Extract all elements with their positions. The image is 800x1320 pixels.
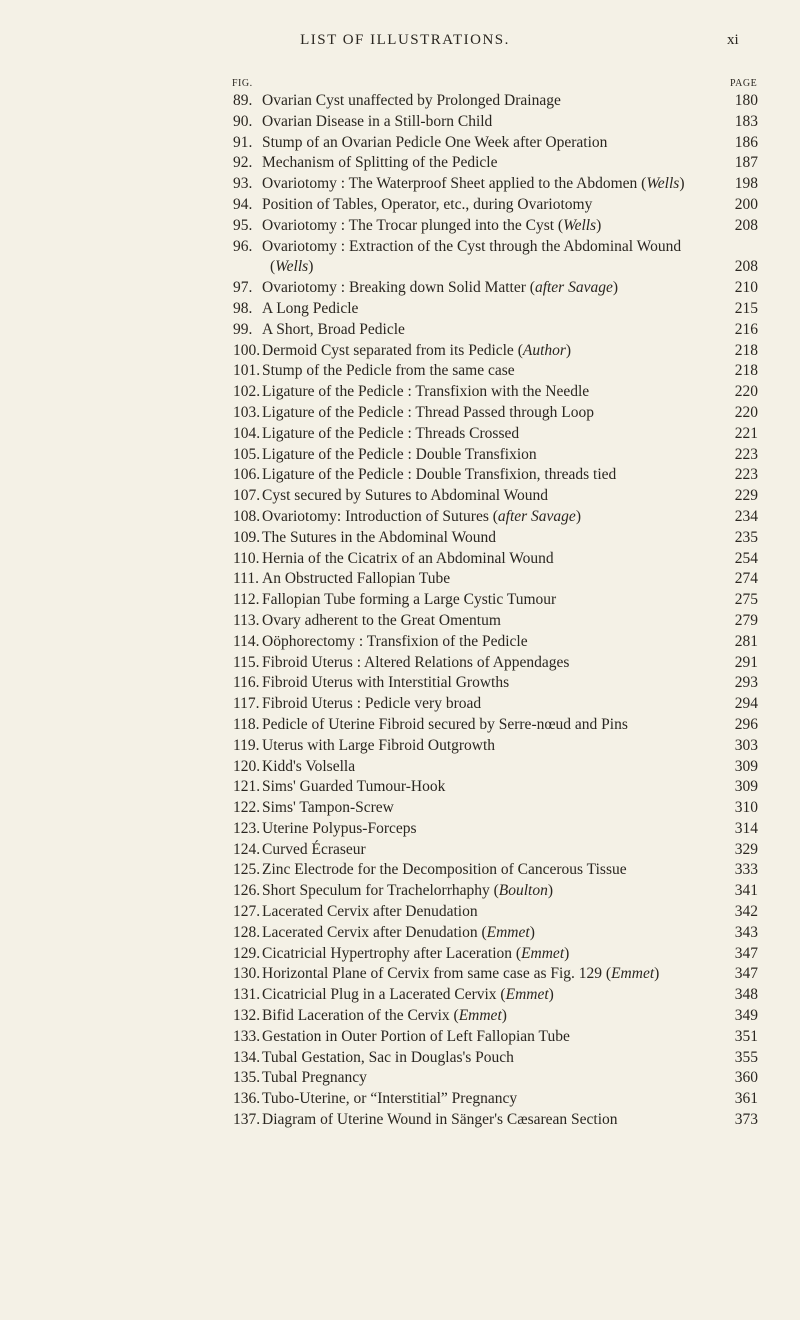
figure-number: 99. (233, 320, 253, 338)
page-ref: 294 (734, 695, 758, 713)
list-item (0, 133, 800, 154)
page-ref: 310 (734, 799, 758, 817)
list-item (0, 278, 800, 299)
figure-title: Ovariotomy : The Waterproof Sheet applied to the Abdomen (Wells) (262, 175, 685, 193)
figure-number: 116. (233, 674, 260, 692)
list-item (0, 694, 800, 715)
page-header (0, 0, 800, 48)
running-title: LIST OF ILLUSTRATIONS. (300, 32, 510, 48)
figure-title: Kidd's Volsella (262, 757, 356, 775)
figure-title: Ovariotomy: Introduction of Sutures (after Savage) (262, 507, 581, 525)
page-ref: 309 (734, 778, 758, 796)
page-number: xi (727, 32, 739, 48)
figure-title: Ligature of the Pedicle : Double Transfixion (262, 445, 537, 463)
list-item (0, 403, 800, 424)
figure-title: Ovariotomy : Breaking down Solid Matter (after Savage) (262, 279, 619, 297)
figure-number: 134. (233, 1048, 261, 1066)
list-item (0, 569, 800, 590)
page-ref: 220 (734, 383, 758, 401)
list-item (0, 798, 800, 819)
list-item (0, 819, 800, 840)
figure-number: 115. (233, 653, 260, 671)
page-ref: 296 (734, 715, 758, 733)
figure-title: Fibroid Uterus with Interstitial Growths (262, 674, 510, 692)
figure-number: 103. (233, 403, 261, 421)
figure-title: Bifid Laceration of the Cervix (Emmet) (262, 1007, 507, 1025)
list-item (0, 777, 800, 798)
figure-number: 89. (233, 92, 253, 109)
page-ref: 186 (734, 133, 758, 151)
list-item (0, 465, 800, 486)
figure-title: Ovarian Disease in a Still-born Child (262, 112, 493, 130)
list-item (0, 299, 800, 320)
page-ref: 291 (734, 653, 758, 671)
figure-title: Ligature of the Pedicle : Thread Passed through Loop (262, 403, 595, 421)
page-ref: 348 (734, 986, 758, 1004)
list-item (0, 445, 800, 466)
list-item (0, 1068, 800, 1089)
page-ref: 216 (734, 320, 758, 338)
figure-title: Gestation in Outer Portion of Left Fallopian Tube (262, 1027, 570, 1045)
figure-title: Stump of the Pedicle from the same case (262, 362, 515, 380)
list-item (0, 715, 800, 736)
figure-title: Ovarian Cyst unaffected by Prolonged Drainage (262, 92, 561, 109)
page-ref: 254 (734, 549, 758, 567)
figure-number: 100. (233, 341, 261, 359)
list-item (0, 840, 800, 861)
figure-number: 101. (233, 362, 261, 380)
page-ref: 373 (734, 1111, 758, 1129)
figure-title: Zinc Electrode for the Decomposition of Cancerous Tissue (262, 861, 627, 879)
figure-title: Tubo-Uterine, or “Interstitial” Pregnancy (262, 1090, 518, 1108)
figure-title: Ligature of the Pedicle : Transfixion with the Needle (262, 383, 590, 401)
page-ref: 279 (734, 611, 758, 629)
figure-title: Fibroid Uterus : Pedicle very broad (262, 695, 482, 713)
figure-title: Pedicle of Uterine Fibroid secured by Serre-nœud and Pins (262, 715, 628, 733)
figure-title: Sims' Tampon-Screw (262, 799, 394, 817)
figure-number: 136. (233, 1090, 261, 1108)
list-item (0, 985, 800, 1006)
page-ref: 180 (734, 92, 758, 109)
figure-number: 98. (233, 299, 253, 317)
list-item (0, 320, 800, 341)
list-item (0, 1006, 800, 1027)
figure-title: Position of Tables, Operator, etc., during Ovariotomy (262, 195, 593, 213)
list-item (0, 91, 800, 112)
figure-title: Cyst secured by Sutures to Abdominal Wound (262, 487, 549, 505)
list-item (0, 528, 800, 549)
list-item (0, 1110, 800, 1131)
figure-title: Ligature of the Pedicle : Threads Crossed (262, 424, 520, 442)
figure-title: Hernia of the Cicatrix of an Abdominal Wound (262, 549, 554, 567)
figure-title: Tubal Pregnancy (262, 1069, 367, 1087)
figure-number: 123. (233, 819, 261, 837)
page-ref: 198 (734, 175, 758, 193)
figure-number: 126. (233, 882, 261, 900)
figure-title: Diagram of Uterine Wound in Sänger's Cæsarean Section (262, 1111, 618, 1129)
list-item (0, 632, 800, 653)
figure-number: 109. (233, 528, 261, 546)
list-item (0, 174, 800, 195)
page-ref: 349 (734, 1007, 758, 1025)
figure-number: 92. (233, 154, 253, 172)
figure-number: 129. (233, 944, 261, 962)
list-item (0, 237, 800, 258)
page-ref: 293 (734, 674, 758, 692)
list-item (0, 923, 800, 944)
page-ref: 215 (734, 299, 758, 317)
page-ref: 314 (734, 819, 758, 837)
list-item (0, 507, 800, 528)
page-ref: 235 (734, 528, 758, 546)
list-item (0, 590, 800, 611)
figure-number: 110. (233, 549, 260, 567)
figure-number: 106. (233, 466, 261, 484)
figure-number: 133. (233, 1027, 261, 1045)
page-ref: 347 (734, 965, 758, 983)
figure-number: 102. (233, 383, 261, 401)
list-item (0, 257, 800, 278)
page-ref: 343 (734, 923, 758, 941)
figure-title: Oöphorectomy : Transfixion of the Pedicle (262, 632, 528, 650)
figure-title: A Short, Broad Pedicle (262, 320, 405, 338)
figure-number: 93. (233, 175, 253, 193)
figure-number: 94. (233, 195, 253, 213)
figure-number: 131. (233, 986, 261, 1004)
list-item (0, 361, 800, 382)
figure-title: Uterus with Large Fibroid Outgrowth (262, 736, 496, 754)
page-ref: 234 (734, 507, 758, 525)
page-ref: 303 (734, 736, 758, 754)
page-ref: 210 (734, 279, 758, 297)
figure-title: Sims' Guarded Tumour-Hook (262, 778, 446, 796)
list-item (0, 902, 800, 923)
figure-title: A Long Pedicle (262, 299, 359, 317)
page-ref: 220 (734, 403, 758, 421)
page-ref: 208 (734, 216, 758, 234)
figure-title: (Wells) (270, 258, 314, 276)
figure-title: Uterine Polypus-Forceps (262, 819, 417, 837)
list-item (0, 964, 800, 985)
list-item (0, 216, 800, 237)
figure-number: 96. (233, 237, 253, 255)
list-item (0, 153, 800, 174)
figure-number: 125. (233, 861, 261, 879)
page-ref: 200 (734, 195, 758, 213)
list-item (0, 944, 800, 965)
figure-number: 112. (233, 591, 260, 609)
list-item (0, 341, 800, 362)
figure-number: 114. (233, 632, 260, 650)
figure-title: Fibroid Uterus : Altered Relations of Appendages (262, 653, 570, 671)
figure-number: 111. (233, 570, 259, 588)
list-item (0, 757, 800, 778)
figure-title: Lacerated Cervix after Denudation (262, 903, 478, 921)
page-ref: 275 (734, 591, 758, 609)
list-item (0, 424, 800, 445)
list-item (0, 653, 800, 674)
list-item (0, 1089, 800, 1110)
figure-title: Ligature of the Pedicle : Double Transfixion, threads tied (262, 466, 617, 484)
page-ref: 281 (734, 632, 758, 650)
list-item (0, 195, 800, 216)
figure-number: 104. (233, 424, 261, 442)
figure-number: 130. (233, 965, 261, 983)
list-item (0, 382, 800, 403)
figure-title: Horizontal Plane of Cervix from same case as Fig. 129 (Emmet) (262, 965, 660, 983)
page-ref: 347 (734, 944, 758, 962)
list-item (0, 673, 800, 694)
figure-number: 119. (233, 736, 260, 754)
figure-title: Short Speculum for Trachelorrhaphy (Boulton) (262, 882, 554, 900)
list-item (0, 112, 800, 133)
fig-column-label: FIG. (232, 78, 253, 89)
figure-number: 117. (233, 695, 260, 713)
figure-number: 120. (233, 757, 261, 775)
list-item (0, 549, 800, 570)
list-item (0, 1027, 800, 1048)
page-ref: 221 (734, 424, 758, 442)
figure-title: The Sutures in the Abdominal Wound (262, 528, 496, 546)
list-item (0, 860, 800, 881)
figure-number: 121. (233, 778, 261, 796)
figure-title: Stump of an Ovarian Pedicle One Week after Operation (262, 133, 608, 151)
page-ref: 218 (734, 341, 758, 359)
figure-title: Ovariotomy : Extraction of the Cyst through the Abdominal Wound (262, 237, 682, 255)
figure-title: Mechanism of Splitting of the Pedicle (262, 154, 498, 172)
page-ref: 208 (734, 258, 758, 276)
figure-title: Fallopian Tube forming a Large Cystic Tumour (262, 591, 557, 609)
page-ref: 361 (734, 1090, 758, 1108)
figure-number: 90. (233, 112, 253, 130)
page-ref: 341 (734, 882, 758, 900)
figure-number: 108. (233, 507, 261, 525)
figure-title: Curved Écraseur (262, 840, 366, 858)
figure-number: 105. (233, 445, 261, 463)
list-item (0, 486, 800, 507)
figure-number: 132. (233, 1007, 261, 1025)
figure-number: 127. (233, 903, 261, 921)
figure-title: Cicatricial Plug in a Lacerated Cervix (Emmet) (262, 986, 554, 1004)
page-ref: 360 (734, 1069, 758, 1087)
figure-number: 128. (233, 923, 261, 941)
page-ref: 187 (734, 154, 758, 172)
figure-number: 91. (233, 133, 253, 151)
figure-number: 113. (233, 611, 260, 629)
page-ref: 329 (734, 840, 758, 858)
list-item (0, 1048, 800, 1069)
figure-number: 122. (233, 799, 261, 817)
figure-number: 95. (233, 216, 253, 234)
list-item (0, 736, 800, 757)
page-ref: 223 (734, 466, 758, 484)
figure-number: 118. (233, 715, 260, 733)
page-column-label: PAGE (730, 78, 758, 89)
page-ref: 342 (734, 903, 758, 921)
list-item (0, 611, 800, 632)
figure-number: 135. (233, 1069, 261, 1087)
figure-title: Ovariotomy : The Trocar plunged into the Cyst (Wells) (262, 216, 602, 234)
page-ref: 218 (734, 362, 758, 380)
figure-title: Dermoid Cyst separated from its Pedicle (Author) (262, 341, 572, 359)
figure-number: 124. (233, 840, 261, 858)
figure-number: 107. (233, 487, 261, 505)
figure-title: Tubal Gestation, Sac in Douglas's Pouch (262, 1048, 514, 1066)
figure-title: An Obstructed Fallopian Tube (262, 570, 451, 588)
page-ref: 351 (734, 1027, 758, 1045)
page-ref: 333 (734, 861, 758, 879)
figure-title: Ovary adherent to the Great Omentum (262, 611, 501, 629)
figure-number: 137. (233, 1111, 261, 1129)
figure-title: Cicatricial Hypertrophy after Laceration (Emmet) (262, 944, 570, 962)
page-ref: 229 (734, 487, 758, 505)
list-item (0, 881, 800, 902)
page-ref: 274 (734, 570, 758, 588)
figure-number: 97. (233, 279, 253, 297)
page-ref: 355 (734, 1048, 758, 1066)
page-ref: 183 (734, 112, 758, 130)
page-ref: 223 (734, 445, 758, 463)
illustration-list (0, 91, 800, 1131)
figure-title: Lacerated Cervix after Denudation (Emmet) (262, 923, 535, 941)
page-ref: 309 (734, 757, 758, 775)
